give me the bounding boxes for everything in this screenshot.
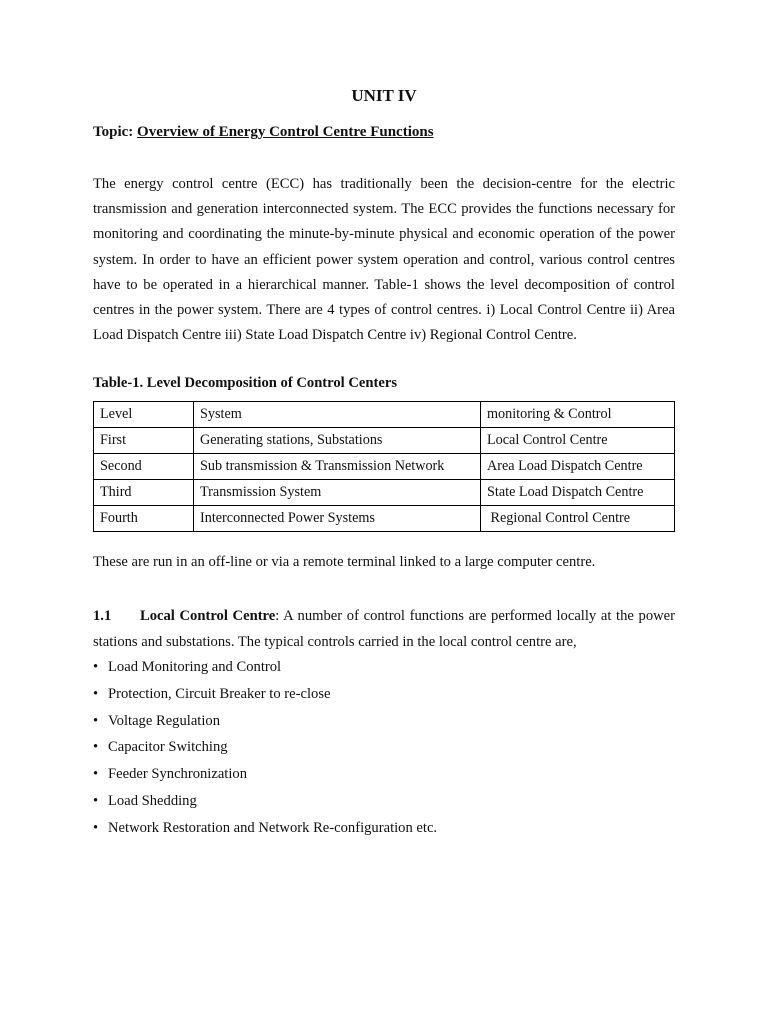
topic-title: Overview of Energy Control Centre Functions xyxy=(137,124,434,140)
run-note: These are run in an off-line or via a remote terminal linked to a large computer centre. xyxy=(93,554,596,570)
list-item-label: Voltage Regulation xyxy=(108,712,221,729)
table-row xyxy=(94,428,675,454)
table-cell: System xyxy=(194,402,481,428)
list-item-label: Capacitor Switching xyxy=(108,739,228,756)
list-item xyxy=(93,762,437,789)
table-cell: Fourth xyxy=(94,506,194,532)
bullet-icon: • xyxy=(93,739,99,756)
list-item xyxy=(93,789,437,816)
bullet-icon: • xyxy=(93,766,99,783)
list-item xyxy=(93,682,437,709)
section-text: : A number of control functions are performed locally at the power stations and substations. The typical controls carried in the local control centre are, xyxy=(93,608,676,650)
section-number: 1.1 xyxy=(93,608,112,624)
intro-paragraph: The energy control centre (ECC) has traditionally been the decision-centre for the electric transmission and generation interconnected system. The ECC provides the functions necessary for monitoring and coordinating the minute-by-minute physical and economic operation of the power system. In order to have an efficient power system operation and control, various control centres have to be operated in a hierarchical manner. Table-1 shows the level decomposition of control centres in the power system. There are 4 types of control centres. i) Local Control Centre ii) Area Load Dispatch Centre iii) State Load Dispatch Centre iv) Regional Control Centre. xyxy=(93,176,675,344)
table-cell: Level xyxy=(94,402,194,428)
list-item-label: Protection, Circuit Breaker to re-close xyxy=(108,685,331,702)
table-cell: State Load Dispatch Centre xyxy=(481,480,675,506)
table-cell: Area Load Dispatch Centre xyxy=(481,454,675,480)
unit-title: UNIT IV xyxy=(351,86,417,105)
bullet-icon: • xyxy=(93,792,99,809)
table-cell: Generating stations, Substations xyxy=(194,428,481,454)
table-cell: Regional Control Centre xyxy=(481,506,675,532)
list-item-label: Network Restoration and Network Re-configuration etc. xyxy=(108,819,438,836)
table-caption: Table-1. Level Decomposition of Control Centers xyxy=(93,375,398,391)
table-cell: First xyxy=(94,428,194,454)
table-row xyxy=(94,480,675,506)
list-item xyxy=(93,709,437,736)
table-cell: Local Control Centre xyxy=(481,428,675,454)
table-row xyxy=(94,454,675,480)
local-controls-list xyxy=(93,655,437,843)
topic-heading xyxy=(93,124,434,141)
list-item-label: Load Shedding xyxy=(108,792,197,809)
table-cell: Transmission System xyxy=(194,480,481,506)
bullet-icon: • xyxy=(93,659,99,675)
section-paragraph xyxy=(93,604,675,655)
list-item xyxy=(93,655,437,682)
table-header-row xyxy=(94,402,675,428)
list-item-label: Load Monitoring and Control xyxy=(108,659,282,675)
table-cell: Interconnected Power Systems xyxy=(194,506,481,532)
bullet-icon: • xyxy=(93,819,99,836)
bullet-icon: • xyxy=(93,712,99,729)
level-decomposition-table xyxy=(93,401,675,532)
list-item-label: Feeder Synchronization xyxy=(108,766,248,783)
table-cell: monitoring & Control xyxy=(481,402,675,428)
table-cell: Third xyxy=(94,480,194,506)
table-row xyxy=(94,506,675,532)
table-cell: Second xyxy=(94,454,194,480)
section-title: Local Control Centre xyxy=(140,608,276,624)
list-item xyxy=(93,816,437,843)
list-item xyxy=(93,735,437,762)
bullet-icon: • xyxy=(93,685,99,702)
topic-label: Topic: xyxy=(93,124,134,140)
table-cell: Sub transmission & Transmission Network xyxy=(194,454,481,480)
